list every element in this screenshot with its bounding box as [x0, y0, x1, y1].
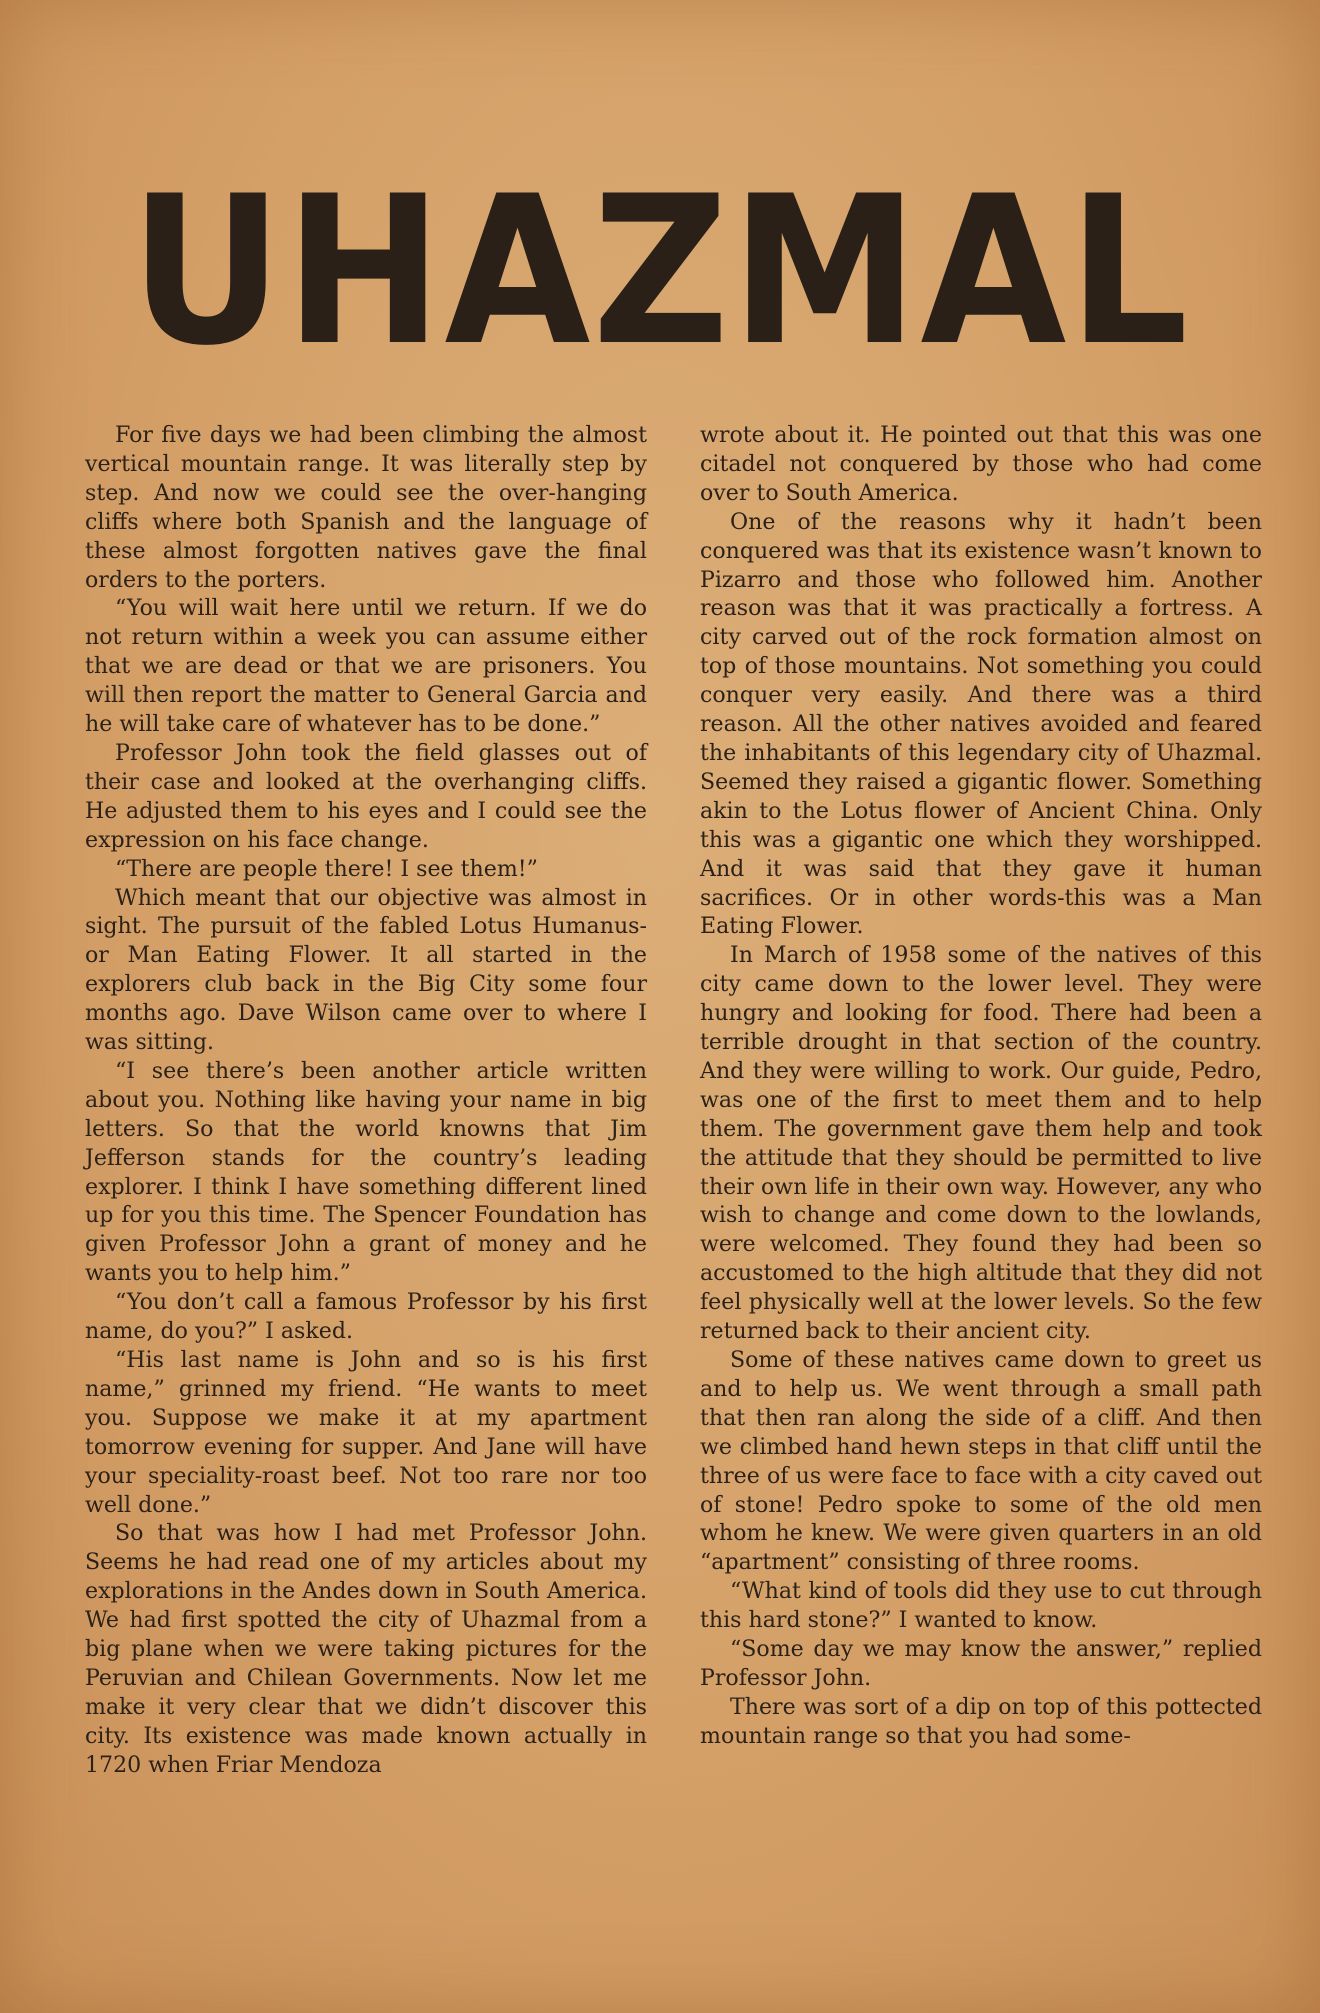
story-title: UHAZMAL — [129, 153, 1191, 391]
paragraph: One of the reasons why it hadn’t been conquered was that its existence wasn’t known to Pizarro and those who followed him. Another reason was that it was practically a fortress. A city carved out of the rock formation almost on top of those mountains. Not something you could conquer very easily. And there was a third reason. All the other natives avoided and feared the inhabitants of this legendary city of Uhazmal. Seemed they raised a gigantic flower. Something akin to the Lotus flower of Ancient China. Only this was a gigantic one which they worshipped. And it was said that they gave it human sacrifices. Or in other words-this was a Man Eating Flower. — [700, 508, 1262, 940]
paragraph: Some of these natives came down to greet us and to help us. We went through a small path that then ran along the side of a cliff. And then we climbed hand hewn steps in that cliff until the three of us were face to face with a city caved out of stone! Pedro spoke to some of the old men whom he knew. We were given quarters in an old “apartment” consisting of three rooms. — [700, 1347, 1262, 1576]
right-column — [700, 421, 1262, 1751]
paragraph: “Some day we may know the answer,” replied Professor John. — [700, 1636, 1262, 1691]
paragraph: “You don’t call a famous Professor by his first name, do you?” I asked. — [85, 1289, 647, 1345]
paragraph: wrote about it. He pointed out that this was one citadel not conquered by those who had come over to South America. — [700, 422, 1262, 506]
paragraph: “What kind of tools did they use to cut through this hard stone?” I wanted to know. — [700, 1578, 1262, 1634]
paragraph: “His last name is John and so is his first name,” grinned my friend. “He wants to meet you. Suppose we make it at my apartment tomorrow evening for supper. And Jane will have your speciality-roast beef. Not too rare nor too well done.” — [85, 1347, 647, 1518]
paragraph: Professor John took the field glasses out of their case and looked at the overhanging cliffs. He adjusted them to his eyes and I could see the expression on his face change. — [85, 739, 647, 853]
paragraph: So that was how I had met Professor John. Seems he had read one of my articles about my explorations in the Andes down in South America. We had first spotted the city of Uhazmal from a big plane when we were taking pictures for the Peruvian and Chilean Governments. Now let me make it very clear that we didn’t discover this city. Its existence was made known actually in 1720 when Friar Mendoza — [85, 1520, 647, 1778]
paragraph: There was sort of a dip on top of this pottected mountain range so that you had some- — [700, 1693, 1262, 1749]
paragraph: In March of 1958 some of the natives of this city came down to the lower level. They were hungry and looking for food. There had been a terrible drought in that section of the country. And they were willing to work. Our guide, Pedro, was one of the first to meet them and to help them. The government gave them help and took the attitude that they should be permitted to live their own life in their own way. However, any who wish to change and come down to the lowlands, were welcomed. They found they had been so accustomed to the high altitude that they did not feel physically well at the lower levels. So the few returned back to their ancient city. — [700, 942, 1262, 1345]
paragraph: “There are people there! I see them!” — [115, 855, 538, 882]
paragraph: “You will wait here until we return. If we do not return within a week you can assume either that we are dead or that we are prisoners. You will then report the matter to General Garcia and he will take care of whatever has to be done.” — [85, 595, 647, 738]
paragraph: Which meant that our objective was almost in sight. The pursuit of the fabled Lotus Humanus-or Man Eating Flower. It all started in the explorers club back in the Big City some four months ago. Dave Wilson came over to where I was sitting. — [85, 884, 647, 1056]
paragraph: For five days we had been climbing the almost vertical mountain range. It was literally step by step. And now we could see the over-hanging cliffs where both Spanish and the language of these almost forgotten natives gave the final orders to the porters. — [85, 422, 647, 593]
paragraph: “I see there’s been another article written about you. Nothing like having your name in big letters. So that the world knowns that Jim Jefferson stands for the country’s leading explorer. I think I have something different lined up for you this time. The Spencer Foundation has given Professor John a grant of money and he wants you to help him.” — [85, 1057, 647, 1287]
left-column — [85, 421, 647, 1780]
